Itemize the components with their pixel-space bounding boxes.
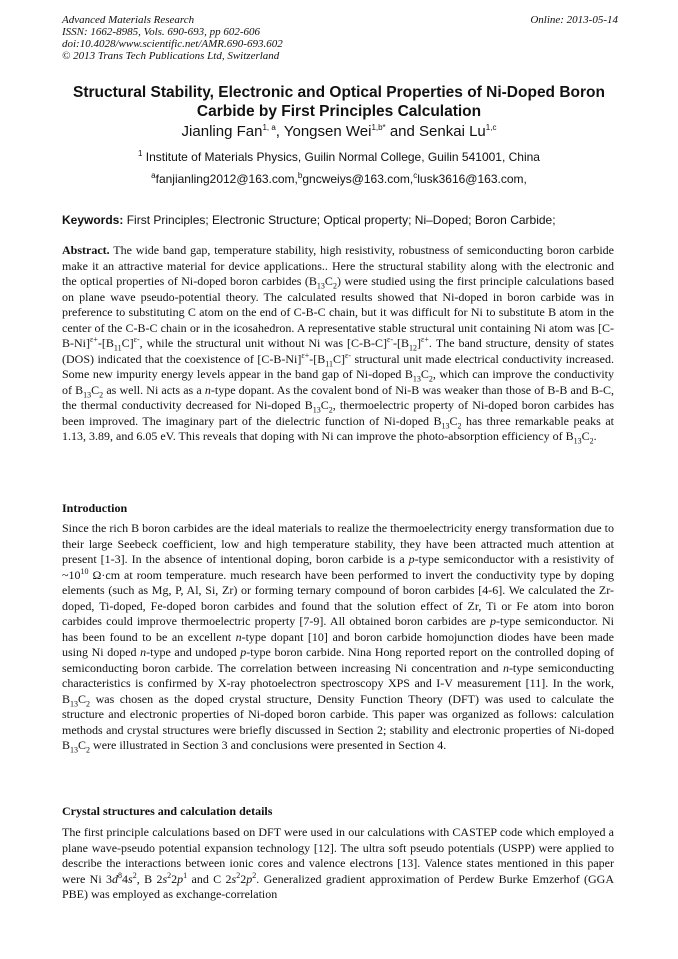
- formula-text: C: [324, 274, 333, 288]
- journal-issn: ISSN: 1662-8985, Vols. 690-693, pp 602-606: [62, 26, 260, 38]
- section-heading-crystal-structures: Crystal structures and calculation details: [62, 804, 273, 818]
- email-link[interactable]: lusk3616@163.com,: [417, 172, 527, 186]
- body-text: . Generalized gradient approximation of Perdew Burke Emzerhof (GGA PBE) was employed as exchange-correlation: [62, 871, 614, 901]
- formula-text: C: [78, 691, 87, 706]
- superscript: 2: [132, 870, 137, 880]
- italic-text: n: [502, 660, 509, 675]
- section-heading-introduction: Introduction: [62, 501, 128, 515]
- subscript: 13: [312, 405, 321, 415]
- body-text: -type semiconducting characteristics is confirmed by X-ray photoelectron spectroscopy XPS and I-V measurement [11]. In the work, B: [62, 660, 615, 706]
- superscript: ε-: [344, 350, 351, 360]
- formula-text: C: [320, 398, 329, 412]
- subscript: 2: [589, 436, 594, 446]
- author-name: Jianling Fan: [181, 123, 263, 140]
- online-date: Online: 2013-05-14: [530, 14, 618, 26]
- email-link[interactable]: fanjianling2012@163.com,: [155, 172, 298, 186]
- formula-text: C: [449, 413, 458, 428]
- subscript: 2: [332, 281, 337, 291]
- subscript: 13: [83, 389, 92, 399]
- body-text: -type dopant [10] and boron carbide homojunction diodes have been made using Ni doped: [62, 629, 614, 659]
- body-text: 2: [240, 871, 247, 886]
- italic-text: n: [140, 645, 147, 659]
- crystal-paragraph: [62, 825, 614, 903]
- italic-text: s: [162, 871, 168, 886]
- italic-text: d: [112, 871, 119, 886]
- formula-text: C: [581, 429, 590, 443]
- email-mark: b: [297, 171, 303, 180]
- affiliation-mark: 1: [138, 149, 143, 158]
- journal-name: Advanced Materials Research: [62, 14, 195, 26]
- keywords-label: Keywords:: [62, 213, 124, 227]
- italic-text: p: [246, 871, 253, 886]
- formula-text: C: [91, 382, 100, 397]
- abstract-text: -[B: [393, 336, 410, 350]
- keywords: [62, 213, 622, 228]
- abstract-text: C]: [121, 336, 134, 350]
- abstract-text: , which can improve the conductivity of B: [62, 367, 614, 397]
- abstract: [62, 243, 614, 445]
- italic-text: p: [240, 645, 247, 659]
- author-separator: and: [385, 123, 420, 140]
- subscript: 13: [316, 281, 325, 291]
- subscript: 2: [99, 389, 104, 399]
- subscript: 11: [113, 343, 122, 353]
- italic-text: s: [231, 871, 237, 886]
- body-text: -type boron carbide. Nina Hong reported report on the controlled doping of semiconducting boron carbide. The correlation between increasing Ni concentration and: [62, 645, 614, 675]
- subscript: 13: [70, 745, 79, 755]
- subscript: 2: [86, 745, 91, 755]
- author-separator: ,: [275, 123, 284, 140]
- formula-text: C: [420, 367, 429, 381]
- italic-text: s: [128, 871, 133, 886]
- superscript: ε-: [133, 335, 140, 344]
- paper-title: Structural Stability, Electronic and Optical Properties of Ni-Doped Boron Carbide by First Principles Calculation: [73, 84, 605, 120]
- abstract-text: The wide band gap, temperature stability, high resistivity, robustness of semiconducting boron carbide make it an attractive material for device applications.. Here the structural stability along with the electronic and the optical properties of Ni-doped boron carbides (B: [62, 243, 614, 288]
- italic-text: n: [204, 382, 211, 397]
- journal-doi: doi:10.4028/www.scientific.net/AMR.690-693.602: [62, 38, 283, 50]
- abstract-text: as well. Ni acts as a: [103, 382, 205, 397]
- keywords-text: First Principles; Electronic Structure; Optical property; Ni–Doped; Boron Carbide;: [126, 213, 556, 227]
- author-name: Senkai Lu: [419, 123, 486, 140]
- superscript: 1: [183, 870, 188, 880]
- email-mark: c: [413, 171, 418, 180]
- body-text: was chosen as the doped crystal structure, Density Function Theory (DFT) was used to calculate the structure and electronic properties of Ni-doped boron carbide. This paper was organized as follows: calculation methods and crystal structures were briefly discussed in Section 2; stability and electronic properties of Ni-doped B: [62, 691, 614, 752]
- abstract-text: structural unit made electrical conductivity increased. Some new impurity energy levels appear in the band gap of Ni-doped B: [62, 351, 614, 381]
- subscript: 13: [573, 436, 582, 446]
- italic-text: p: [490, 614, 497, 628]
- subscript: 2: [457, 420, 462, 430]
- superscript: 10: [80, 566, 89, 576]
- superscript: 2: [236, 870, 241, 880]
- author-name: Yongsen Wei: [283, 123, 372, 140]
- abstract-label: Abstract.: [62, 243, 110, 257]
- abstract-text: -[B: [97, 336, 114, 350]
- body-text: , B 2: [136, 871, 163, 886]
- affiliation-text: Institute of Materials Physics, Guilin Normal College, Guilin 541001, China: [145, 150, 540, 164]
- abstract-text: .: [593, 429, 597, 443]
- journal-copyright: © 2013 Trans Tech Publications Ltd, Switzerland: [62, 50, 280, 62]
- author-emails: [0, 172, 678, 187]
- abstract-text: C]: [332, 351, 345, 366]
- author-affiliation-mark: 1,b*: [371, 123, 386, 132]
- superscript: 2: [167, 870, 172, 880]
- subscript: 2: [428, 374, 433, 384]
- subscript: 12: [409, 343, 418, 353]
- subscript: 13: [441, 420, 450, 430]
- abstract-text: ]: [417, 336, 422, 350]
- italic-text: p: [177, 871, 184, 886]
- subscript: 2: [86, 698, 91, 708]
- italic-text: n: [235, 629, 242, 644]
- journal-header: [62, 14, 618, 62]
- body-text: 4: [122, 871, 129, 886]
- superscript: ε-: [386, 335, 394, 344]
- superscript: 2: [252, 870, 257, 880]
- superscript: ε+: [301, 350, 310, 360]
- abstract-text: ) were studied using the first principle calculations based on plane wave pseudo-potential theory. The calculated results showed that Ni-doped in boron carbide was in preference to substituting C atom on the end of C-B-C chain, but it was difficult for Ni to substitute B atom in the center of the C-B-C chain or in the icosahedron. A representative stable structural unit containing Ni atom was [C-B-Ni]: [62, 274, 614, 350]
- body-text: 2: [171, 871, 178, 886]
- author-affiliation-mark: 1, a: [262, 123, 276, 132]
- superscript: 8: [118, 870, 123, 880]
- abstract-text: , thermoelectric property of Ni-doped boron carbides has been improved. The imaginary part of the dielectric function of Ni-doped B: [62, 398, 614, 428]
- body-text: The first principle calculations based on DFT were used in our calculations with CASTEP code which employed a plane wave-pseudo potential expansion technology [12]. The ultra soft pseudo potentials (USPP) were applied to describe the interactions between ionic cores and valence electrons [13]. Valence states mentioned in this paper were Ni 3: [62, 825, 614, 886]
- body-text: Since the rich B boron carbides are the ideal materials to realize the thermoelectricity energy transformation due to their large Seebeck coefficient, low and high temperature stability, they have been attracted much attention at present [1-3]. In the absence of intentional doping, boron carbide is a: [62, 521, 614, 566]
- italic-text: p: [408, 552, 415, 566]
- abstract-text: . The band structure, density of states (DOS) indicated that the coexistence of [C-B-Ni]: [62, 336, 614, 366]
- email-link[interactable]: gncweiys@163.com,: [302, 172, 414, 186]
- body-text: Ω·cm at room temperature. much research have been performed to invert the conductivity type by doping elements (such as Mg, P, Al, Si, Zr) or forming ternary compound of boron carbides [4-6]. We calculated the Zr-doped, Ti-doped, Fe-doped boron carbides and found that the solution effect of Zr, Ti or Fe atom into boron carbides could improve thermoelectric property [7-9]. All obtained boron carbides are: [62, 567, 614, 628]
- formula-text: C: [78, 738, 87, 752]
- subscript: 13: [70, 698, 79, 708]
- introduction-paragraph: [62, 521, 614, 754]
- body-text: -type and undoped: [146, 645, 241, 659]
- author-affiliation-mark: 1,c: [485, 123, 497, 132]
- body-text: -type semiconductor. Ni has been found to be an excellent: [62, 614, 614, 644]
- body-text: were illustrated in Section 3 and conclusions were presented in Section 4.: [90, 738, 447, 752]
- body-text: and C 2: [187, 871, 232, 886]
- subscript: 13: [412, 374, 421, 384]
- superscript: ε+: [90, 335, 98, 344]
- email-mark: a: [151, 171, 156, 180]
- subscript: 2: [328, 405, 333, 415]
- abstract-text: has three remarkable peaks at 1.13, 3.89, and 6.05 eV. This reveals that doping with Ni can improve the photo-absorption efficiency of B: [62, 413, 614, 443]
- abstract-text: , while the structural unit without Ni was [C-B-C]: [139, 336, 387, 350]
- superscript: ε+: [421, 335, 429, 344]
- abstract-text: -[B: [309, 351, 326, 366]
- subscript: 11: [325, 358, 333, 368]
- body-text: -type semiconductor with a resistivity of ~10: [62, 552, 615, 582]
- affiliation: [0, 150, 678, 165]
- abstract-text: -type dopant. As the covalent bond of Ni-B was weaker than those of B-B and B-C, the thermal conductivity decreased for Ni-doped B: [62, 382, 615, 412]
- author-list: [0, 123, 678, 141]
